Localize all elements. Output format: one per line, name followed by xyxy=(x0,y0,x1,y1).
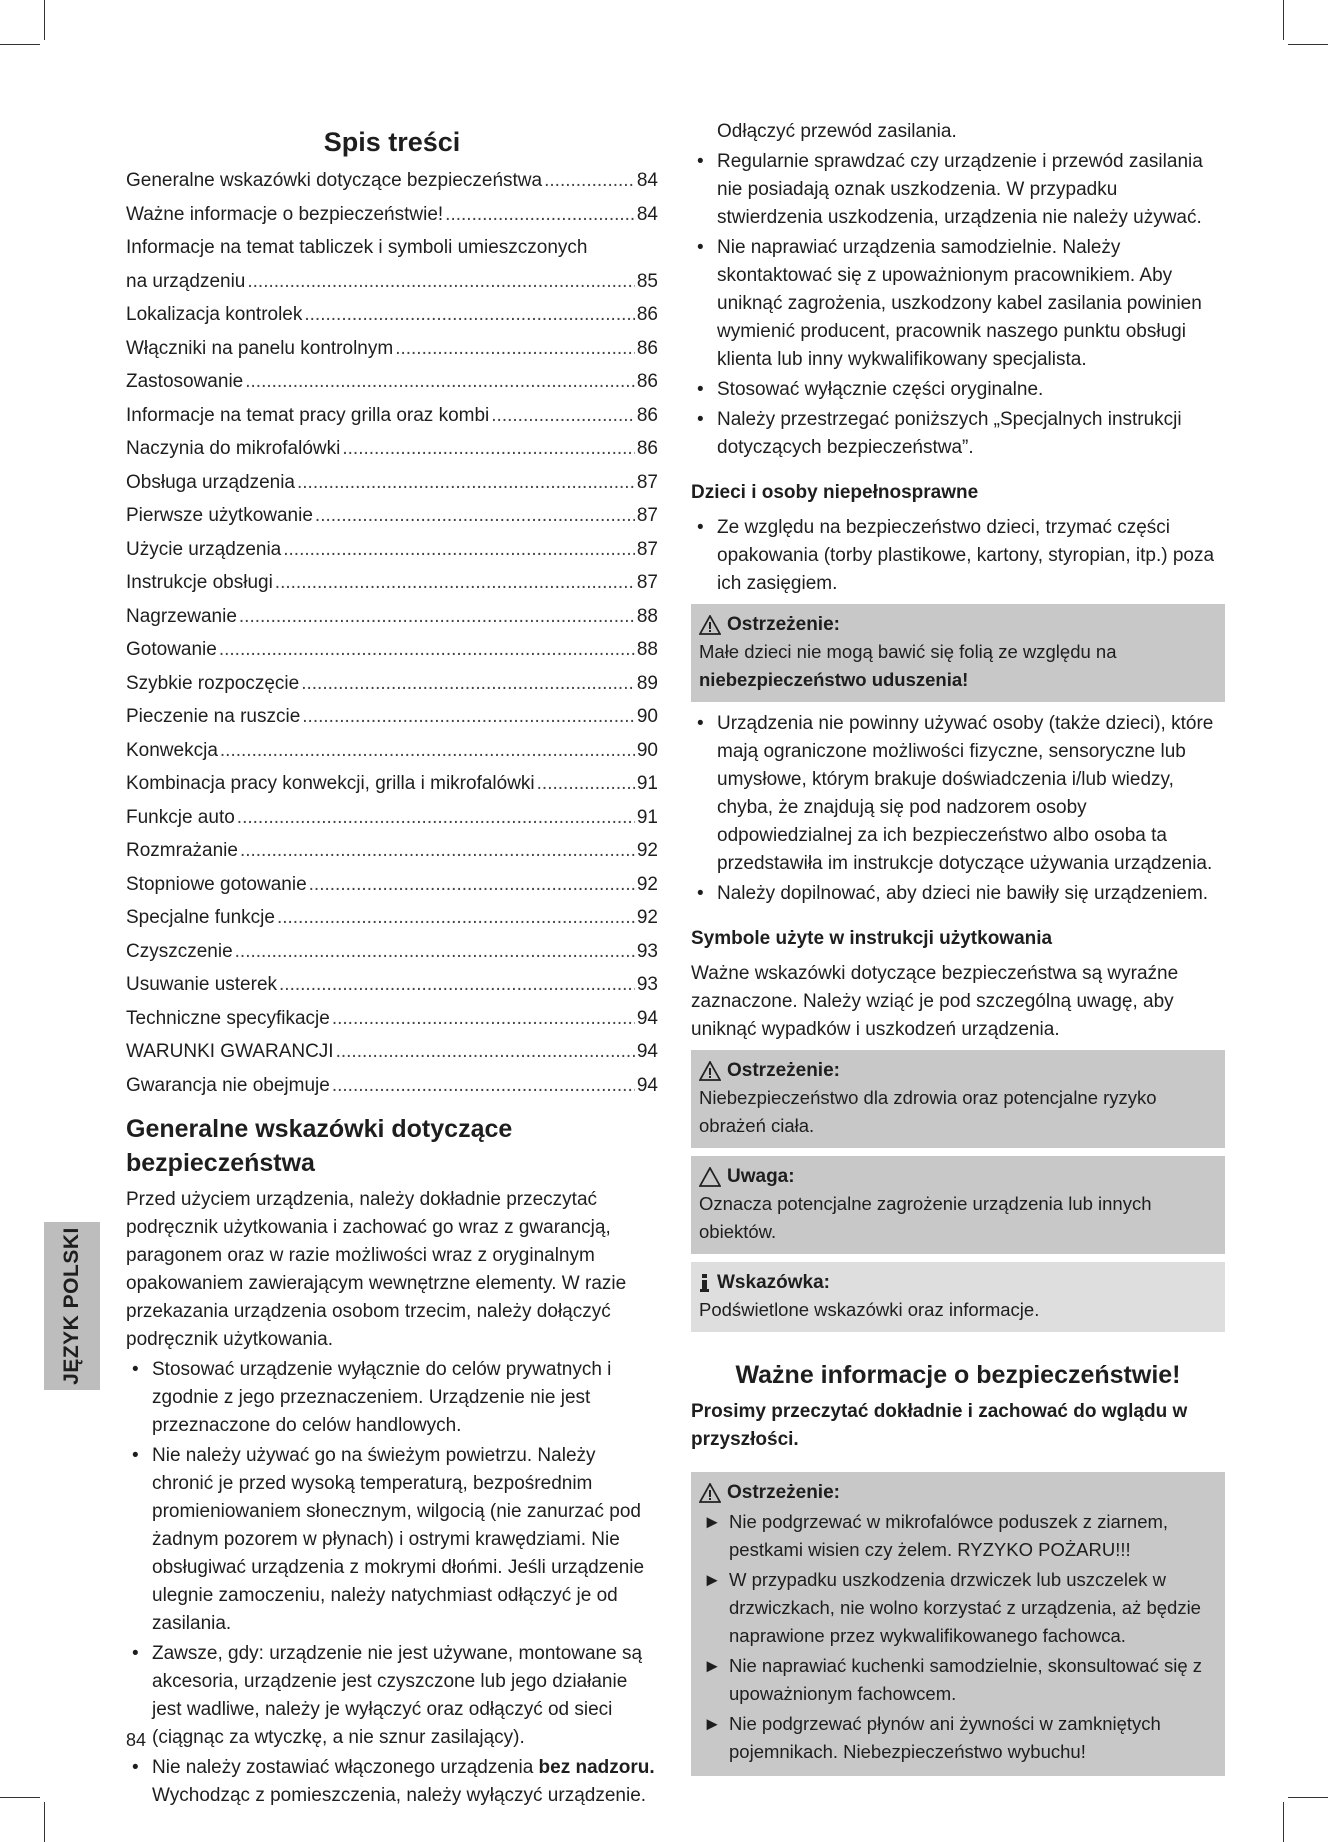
left-column xyxy=(126,118,658,1812)
list-item: • Stosować urządzenie wyłącznie do celów prywatnych i zgodnie z jego przeznaczeniem. Urządzenie nie jest przeznaczone do celów handlowych. xyxy=(126,1356,658,1440)
general-bullets xyxy=(126,1356,658,1810)
list-item: ► Nie podgrzewać w mikrofalówce poduszek z ziarnem, pestkami wisien czy żelem. RYZYKO POŻARU!!! xyxy=(699,1508,1217,1564)
list-item: • Urządzenia nie powinny używać osoby (także dzieci), które mają ograniczone możliwości fizyczne, sensoryczne lub umysłowe, którym brakuje doświadczenia i/lub wiedzy, chyba, że znajdują się pod nadzorem osoby odpowiedzialnej za ich bezpieczeństwo albo osoba ta przedstawiła im instrukcje dotyczące używania urządzenia. xyxy=(691,710,1225,878)
symbols-heading: Symbole użyte w instrukcji użytkowania xyxy=(691,928,1053,949)
toc-title: Spis treści xyxy=(323,127,461,157)
list-item: ► Nie naprawiać kuchenki samodzielnie, skonsultować się z upoważnionym fachowcem. xyxy=(699,1652,1217,1708)
general-safety-heading: Generalne wskazówki dotyczące bezpieczeństwa xyxy=(126,1115,513,1177)
general-intro: Przed użyciem urządzenia, należy dokładnie przeczytać podręcznik użytkowania i zachować go wraz z gwarancją, paragonem oraz w razie możliwości wraz z oryginalnym opakowaniem zawierającym wewnętrzne elementy. W razie przekazania urządzenia osobom trzecim, należy dołączyć podręcznik użytkowania. xyxy=(126,1189,627,1350)
list-item: • Ze względu na bezpieczeństwo dzieci, trzymać części opakowania (torby plastikowe, kartony, styropian, itp.) poza ich zasięgiem. xyxy=(691,514,1225,598)
arrow-right-icon: ► xyxy=(703,1713,722,1734)
toc-item[interactable]: Informacje na temat tabliczek i symboli umieszczonych na urządzeniu ..... 85 xyxy=(126,231,658,298)
toc-item[interactable]: Nagrzewanie ..... 88 xyxy=(126,600,658,634)
toc-item[interactable]: Zastosowanie ..... 86 xyxy=(126,365,658,399)
info-icon xyxy=(699,1273,711,1293)
list-item: • Nie należy zostawiać włączonego urządzenia bez nadzoru. Wychodząc z pomieszczenia, należy wyłączyć urządzenie. xyxy=(126,1754,658,1810)
caution-box: Uwaga: Oznacza potencjalne zagrożenie urządzenia lub innych obiektów. xyxy=(691,1156,1225,1254)
toc-item[interactable]: Lokalizacja kontrolek ..... 86 xyxy=(126,298,658,332)
warning-triangle-icon xyxy=(699,1483,721,1503)
toc-item[interactable]: Instrukcje obsługi ..... 87 xyxy=(126,566,658,600)
toc-item[interactable]: Pieczenie na ruszcie ..... 90 xyxy=(126,700,658,734)
toc-item[interactable]: Szybkie rozpoczęcie ..... 89 xyxy=(126,667,658,701)
right-column xyxy=(691,118,1225,1784)
warning-triangle-icon xyxy=(699,1061,721,1081)
list-item: • Nie należy używać go na świeżym powietrzu. Należy chronić je przed wysoką temperaturą, bezpośrednim promieniowaniem słonecznym, wilgocią (nie zanurzać pod żadnym pozorem w płynach) i ostrymi krawędziami. Nie obsługiwać urządzenia z mokrymi dłońmi. Jeśli urządzenie ulegnie zamoczeniu, należy natychmiast odłączyć je od zasilania. xyxy=(126,1442,658,1638)
crop-mark xyxy=(0,44,40,45)
important-heading: Ważne informacje o bezpieczeństwie! xyxy=(735,1361,1181,1389)
caution-triangle-icon xyxy=(699,1167,721,1187)
toc-item[interactable]: Gwarancja nie obejmuje ..... 94 xyxy=(126,1069,658,1103)
crop-mark xyxy=(1288,44,1328,45)
toc-item[interactable]: Funkcje auto ..... 91 xyxy=(126,801,658,835)
toc-item[interactable]: Techniczne specyfikacje ..... 94 xyxy=(126,1002,658,1036)
toc-item[interactable]: Usuwanie usterek ..... 93 xyxy=(126,968,658,1002)
page-number: 84 xyxy=(126,1730,147,1750)
toc-item[interactable]: Pierwsze użytkowanie ..... 87 xyxy=(126,499,658,533)
arrow-right-icon: ► xyxy=(703,1655,722,1676)
toc-item[interactable]: Kombinacja pracy konwekcji, grilla i mikrofalówki ..... 91 xyxy=(126,767,658,801)
list-item: • Należy dopilnować, aby dzieci nie bawiły się urządzeniem. xyxy=(691,880,1225,908)
toc-item[interactable]: Czyszczenie ..... 93 xyxy=(126,935,658,969)
toc-item[interactable]: Specjalne funkcje ..... 92 xyxy=(126,901,658,935)
warning-box: Ostrzeżenie: Małe dzieci nie mogą bawić się folią ze względu na niebezpieczeństwo uduszenia! xyxy=(691,604,1225,702)
list-item: • Nie naprawiać urządzenia samodzielnie. Należy skontaktować się z upoważnionym pracownikiem. Aby uniknąć zagrożenia, uszkodzony kabel zasilania powinien wymienić producent, pracownik naszego punktu obsługi klienta lub inny wykwalifikowany specjalista. xyxy=(691,234,1225,374)
list-item: • Stosować wyłącznie części oryginalne. xyxy=(691,376,1225,404)
toc-item[interactable]: Stopniowe gotowanie ..... 92 xyxy=(126,868,658,902)
list-item: • Regularnie sprawdzać czy urządzenie i przewód zasilania nie posiadają oznak uszkodzenia. W przypadku stwierdzenia uszkodzenia, urządzenia nie należy używać. xyxy=(691,148,1225,232)
warning-triangle-icon xyxy=(699,615,721,635)
toc-item[interactable]: Gotowanie ..... 88 xyxy=(126,633,658,667)
table-of-contents xyxy=(126,164,658,1102)
list-item: ► Nie podgrzewać płynów ani żywności w zamkniętych pojemnikach. Niebezpieczeństwo wybuchu! xyxy=(699,1710,1217,1766)
toc-item[interactable]: Naczynia do mikrofalówki ..... 86 xyxy=(126,432,658,466)
crop-mark xyxy=(1283,0,1284,40)
list-item: ► W przypadku uszkodzenia drzwiczek lub uszczelek w drzwiczkach, nie wolno korzystać z urządzenia, aż będzie naprawione przez wykwalifikowanego fachowca. xyxy=(699,1566,1217,1650)
warning-box: Ostrzeżenie: ► Nie podgrzewać w mikrofalówce poduszek z ziarnem, pestkami wisien czy żelem. RYZYKO POŻARU!!! ► W przypadku uszkodzenia drzwiczek lub uszczelek w drzwiczkach, nie wolno korzystać z urządzenia, aż będzie naprawione przez wykwalifikowanego fachowca. ► Nie naprawiać kuchenki samodzielnie, skonsultować się z upoważnionym fachowcem. ► Nie podgrzewać płynów ani żywności w zamkniętych pojemnikach. Niebezpieczeństwo wybuchu! xyxy=(691,1472,1225,1776)
toc-item[interactable]: WARUNKI GWARANCJI ..... 94 xyxy=(126,1035,658,1069)
crop-mark xyxy=(44,0,45,40)
toc-item[interactable]: Włączniki na panelu kontrolnym ..... 86 xyxy=(126,332,658,366)
list-item: • Zawsze, gdy: urządzenie nie jest używane, montowane są akcesoria, urządzenie jest czyszczone lub jego działanie jest wadliwe, należy je wyłączyć oraz odłączyć od sieci (ciągnąc za wtyczkę, a nie sznur zasilający). xyxy=(126,1640,658,1752)
warning-box: Ostrzeżenie: Niebezpieczeństwo dla zdrowia oraz potencjalne ryzyko obrażeń ciała. xyxy=(691,1050,1225,1148)
important-lead: Prosimy przeczytać dokładnie i zachować do wglądu w przyszłości. xyxy=(691,1401,1188,1450)
hint-box: Wskazówka: Podświetlone wskazówki oraz informacje. xyxy=(691,1262,1225,1332)
right-bullets xyxy=(691,148,1225,462)
symbols-intro: Ważne wskazówki dotyczące bezpieczeństwa są wyraźne zaznaczone. Należy wziąć je pod szczególną uwagę, aby uniknąć wypadków i uszkodzeń urządzenia. xyxy=(691,963,1179,1040)
continued-line: Odłączyć przewód zasilania. xyxy=(717,121,957,142)
toc-item[interactable]: Informacje na temat pracy grilla oraz kombi ..... 86 xyxy=(126,399,658,433)
toc-item[interactable]: Ważne informacje o bezpieczeństwie! ..... 84 xyxy=(126,198,658,232)
toc-item[interactable]: Konwekcja ..... 90 xyxy=(126,734,658,768)
list-item: • Należy przestrzegać poniższych „Specjalnych instrukcji dotyczących bezpieczeństwa”. xyxy=(691,406,1225,462)
crop-mark xyxy=(1288,1797,1328,1798)
toc-item[interactable]: Generalne wskazówki dotyczące bezpieczeństwa ..... 84 xyxy=(126,164,658,198)
toc-item[interactable]: Rozmrażanie ..... 92 xyxy=(126,834,658,868)
crop-mark xyxy=(0,1797,40,1798)
arrow-right-icon: ► xyxy=(703,1511,722,1532)
children-heading: Dzieci i osoby niepełnosprawne xyxy=(691,482,979,503)
toc-item[interactable]: Użycie urządzenia ..... 87 xyxy=(126,533,658,567)
arrow-right-icon: ► xyxy=(703,1569,722,1590)
crop-mark xyxy=(44,1802,45,1842)
toc-item[interactable]: Obsługa urządzenia ..... 87 xyxy=(126,466,658,500)
language-side-tab: JĘZYK POLSKI xyxy=(44,1222,100,1390)
crop-mark xyxy=(1283,1802,1284,1842)
